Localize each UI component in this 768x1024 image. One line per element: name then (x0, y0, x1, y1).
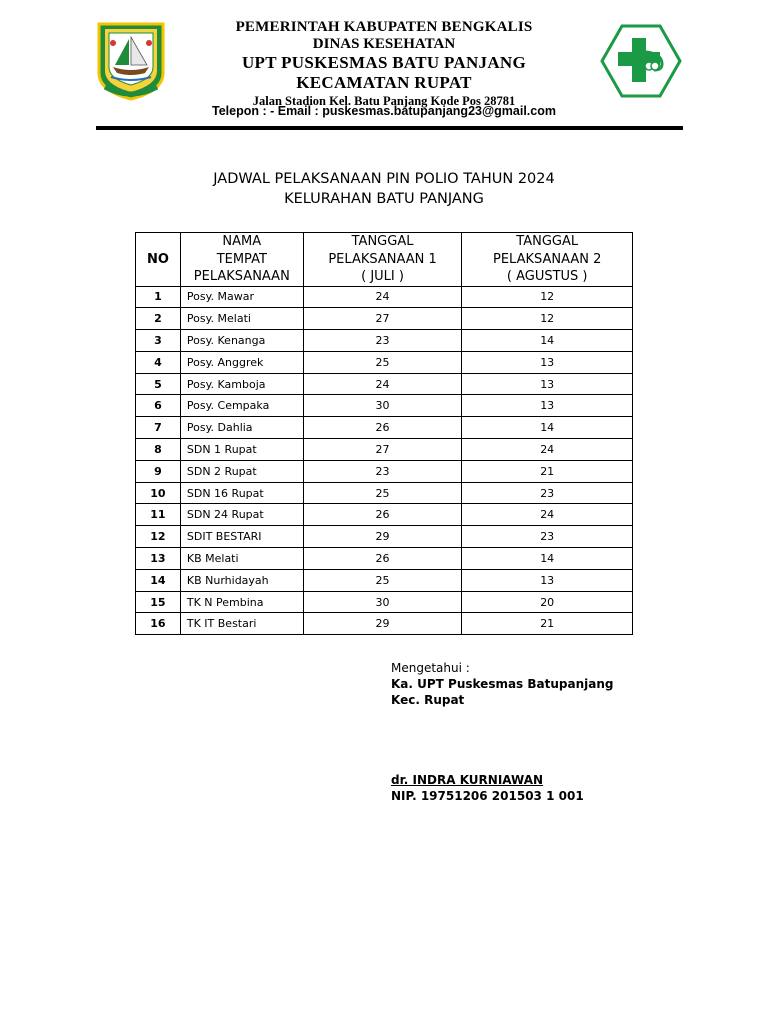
header-date-2-line: ( AGUSTUS ) (506, 269, 588, 284)
cell-no: 10 (136, 482, 181, 504)
title-line-2: KELURAHAN BATU PANJANG (284, 191, 484, 207)
letterhead-department: DINAS KESEHATAN (312, 36, 456, 52)
header-date-1-line: ( JULI ) (361, 269, 404, 284)
schedule-table (135, 232, 633, 635)
cell-location: Posy. Kamboja (180, 373, 303, 395)
document-title (0, 169, 768, 209)
table-row (136, 373, 633, 395)
cell-no: 11 (136, 504, 181, 526)
cell-date-2: 14 (462, 548, 633, 570)
signature-block (391, 660, 613, 804)
cell-location: SDN 16 Rupat (180, 482, 303, 504)
letterhead-government: PEMERINTAH KABUPATEN BENGKALIS (235, 19, 533, 35)
header-location-line: PELAKSANAAN (193, 269, 290, 284)
cell-date-1: 24 (303, 286, 462, 308)
cell-date-2: 13 (462, 351, 633, 373)
cell-location: TK IT Bestari (180, 613, 303, 635)
table-row (136, 482, 633, 504)
header-date-2-line: TANGGAL (516, 234, 579, 249)
cell-no: 9 (136, 460, 181, 482)
table-row (136, 308, 633, 330)
letterhead-contact: Telepon : - Email : puskesmas.batupanjang23@gmail.com (212, 104, 556, 118)
table-row (136, 548, 633, 570)
header-date-2-line: PELAKSANAAN 2 (492, 251, 602, 267)
signature-nip: NIP. 19751206 201503 1 001 (391, 789, 584, 803)
cell-no: 15 (136, 591, 181, 613)
signature-position-2: Kec. Rupat (391, 693, 465, 707)
cell-date-1: 26 (303, 504, 462, 526)
header-location (180, 233, 303, 287)
table-row (136, 439, 633, 461)
cell-date-1: 29 (303, 613, 462, 635)
cell-location: Posy. Cempaka (180, 395, 303, 417)
header-location-line: TEMPAT (216, 251, 267, 267)
header-no: NO (136, 233, 181, 287)
cell-location: KB Melati (180, 548, 303, 570)
table-row (136, 591, 633, 613)
table-row (136, 460, 633, 482)
table-row (136, 286, 633, 308)
cell-no: 13 (136, 548, 181, 570)
cell-no: 14 (136, 569, 181, 591)
table-row (136, 417, 633, 439)
cell-date-1: 24 (303, 373, 462, 395)
cell-location: TK N Pembina (180, 591, 303, 613)
cell-no: 7 (136, 417, 181, 439)
cell-date-1: 25 (303, 569, 462, 591)
cell-date-2: 13 (462, 373, 633, 395)
cell-no: 12 (136, 526, 181, 548)
cell-location: Posy. Dahlia (180, 417, 303, 439)
table-row (136, 526, 633, 548)
header-location-line: NAMA (222, 234, 262, 249)
cell-location: SDIT BESTARI (180, 526, 303, 548)
cell-location: Posy. Kenanga (180, 330, 303, 352)
header-date-1 (303, 233, 462, 287)
letterhead-institution: UPT PUSKESMAS BATU PANJANG (241, 53, 527, 72)
header-date-1-line: TANGGAL (351, 234, 414, 249)
letterhead-address: Jalan Stadion Kel. Batu Panjang Kode Pos 28781 (252, 94, 516, 108)
cell-date-2: 24 (462, 439, 633, 461)
cell-date-1: 23 (303, 460, 462, 482)
cell-no: 2 (136, 308, 181, 330)
cell-date-1: 26 (303, 417, 462, 439)
table-row (136, 330, 633, 352)
cell-date-2: 20 (462, 591, 633, 613)
table-row (136, 395, 633, 417)
cell-location: SDN 24 Rupat (180, 504, 303, 526)
cell-date-2: 12 (462, 286, 633, 308)
cell-date-1: 25 (303, 482, 462, 504)
table-body (136, 286, 633, 635)
title-line-1: JADWAL PELAKSANAAN PIN POLIO TAHUN 2024 (213, 171, 555, 187)
cell-no: 8 (136, 439, 181, 461)
table-row (136, 504, 633, 526)
signature-name: dr. INDRA KURNIAWAN (391, 773, 544, 787)
cell-date-2: 21 (462, 613, 633, 635)
cell-date-1: 27 (303, 439, 462, 461)
letterhead-district: KECAMATAN RUPAT (296, 73, 472, 92)
cell-date-1: 30 (303, 395, 462, 417)
cell-no: 3 (136, 330, 181, 352)
cell-date-2: 24 (462, 504, 633, 526)
signature-known-by: Mengetahui : (391, 661, 470, 675)
cell-location: KB Nurhidayah (180, 569, 303, 591)
cell-location: Posy. Anggrek (180, 351, 303, 373)
table-row (136, 613, 633, 635)
header-date-1-line: PELAKSANAAN 1 (328, 251, 437, 267)
cell-date-1: 26 (303, 548, 462, 570)
cell-no: 6 (136, 395, 181, 417)
cell-date-2: 21 (462, 460, 633, 482)
cell-no: 4 (136, 351, 181, 373)
signature-position-1: Ka. UPT Puskesmas Batupanjang (391, 677, 614, 691)
cell-date-2: 13 (462, 569, 633, 591)
table-row (136, 569, 633, 591)
cell-date-1: 30 (303, 591, 462, 613)
cell-date-2: 23 (462, 482, 633, 504)
cell-location: Posy. Mawar (180, 286, 303, 308)
cell-location: SDN 1 Rupat (180, 439, 303, 461)
cell-location: Posy. Melati (180, 308, 303, 330)
signature-space (391, 708, 613, 772)
cell-date-2: 14 (462, 330, 633, 352)
cell-no: 1 (136, 286, 181, 308)
cell-date-2: 12 (462, 308, 633, 330)
cell-date-1: 23 (303, 330, 462, 352)
cell-date-1: 27 (303, 308, 462, 330)
letterhead-divider (96, 126, 683, 130)
cell-no: 16 (136, 613, 181, 635)
cell-date-2: 13 (462, 395, 633, 417)
cell-location: SDN 2 Rupat (180, 460, 303, 482)
table-header-row (136, 233, 633, 287)
bengkalis-emblem-icon (95, 21, 167, 101)
cell-date-1: 29 (303, 526, 462, 548)
header-date-2 (462, 233, 633, 287)
cell-date-2: 23 (462, 526, 633, 548)
table-row (136, 351, 633, 373)
cell-date-1: 25 (303, 351, 462, 373)
puskesmas-logo-icon (600, 24, 682, 98)
cell-date-2: 14 (462, 417, 633, 439)
cell-no: 5 (136, 373, 181, 395)
letterhead (170, 19, 598, 109)
